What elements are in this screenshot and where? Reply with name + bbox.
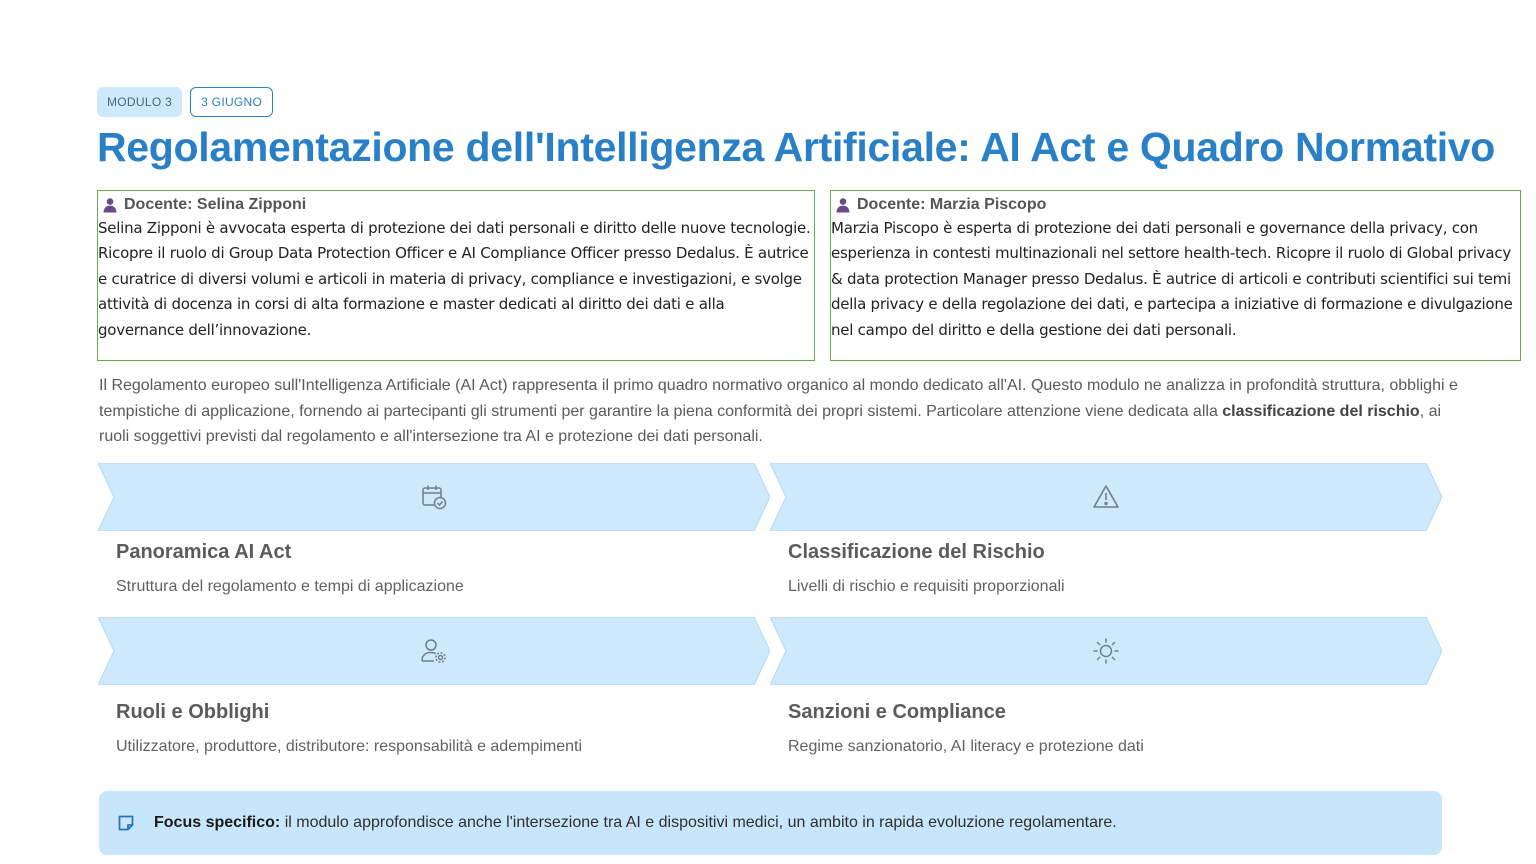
topic-banner xyxy=(98,463,770,531)
topic-title: Classificazione del Rischio xyxy=(788,541,1045,563)
sticky-note-icon xyxy=(117,814,135,832)
topic-title: Ruoli e Obblighi xyxy=(116,701,270,723)
topic-banner xyxy=(770,463,1442,531)
intro-highlight: classificazione del rischio xyxy=(1222,402,1420,420)
date-badge: 3 GIUGNO xyxy=(190,87,273,117)
user-gear-icon xyxy=(419,636,449,666)
topic-card-ai-act xyxy=(98,463,770,596)
topic-card-risk xyxy=(770,463,1442,596)
topic-card-sanctions xyxy=(770,617,1442,756)
teacher-heading: Docente: Selina Zipponi xyxy=(124,196,307,213)
focus-callout xyxy=(99,791,1442,855)
topic-banner xyxy=(98,617,770,685)
intro-text-end: , ai ruoli soggettivi previsti dal regolamento e all'intersezione tra AI e protezione dei dati personali. xyxy=(99,402,1442,445)
page-title: Regolamentazione dell'Intelligenza Artificiale: AI Act e Quadro Normativo xyxy=(97,124,1496,170)
topic-description: Livelli di rischio e requisiti proporzionali xyxy=(788,578,1065,595)
sun-icon xyxy=(1091,636,1121,666)
topic-description: Struttura del regolamento e tempi di applicazione xyxy=(116,578,464,595)
topic-banner xyxy=(770,617,1442,685)
topic-title: Panoramica AI Act xyxy=(116,541,292,563)
teacher-bio: Selina Zipponi è avvocata esperta di protezione dei dati personali e diritto delle nuove tecnologie. Ricopre il ruolo di Group Data Protection Officer e AI Compliance Officer presso Dedalus. È autrice e curatrice di diversi volumi e articoli in materia di privacy, compliance e investigazioni, e svolge attività di docenza in corsi di alta formazione e master dedicati al diritto dei dati e alla governance dell’innovazione. xyxy=(98,219,811,339)
module-badge: MODULO 3 xyxy=(97,87,182,117)
topic-description: Regime sanzionatorio, AI literacy e protezione dati xyxy=(788,738,1144,755)
intro-paragraph xyxy=(99,373,1459,450)
warning-triangle-icon xyxy=(1091,482,1121,512)
badge-group xyxy=(97,87,273,117)
intro-text: Il Regolamento europeo sull'Intelligenza Artificiale (AI Act) rappresenta il primo quadro normativo organico al mondo dedicato all'AI. Questo modulo ne analizza in profondità struttura, obblighi e tempistiche di applicazione, fornendo ai partecipanti gli strumenti per garantire la piena conformità dei propri sistemi. Particolare attenzione viene dedicata alla xyxy=(99,377,1458,420)
focus-text xyxy=(154,814,1117,832)
person-icon xyxy=(102,197,118,213)
teacher-heading-row xyxy=(831,191,1520,216)
teacher-heading-row xyxy=(98,191,814,216)
teacher-card-2 xyxy=(830,190,1521,361)
topic-card-roles xyxy=(98,617,770,756)
topic-title: Sanzioni e Compliance xyxy=(788,701,1006,723)
person-icon xyxy=(835,197,851,213)
calendar-check-icon xyxy=(419,482,449,512)
teacher-bio: Marzia Piscopo è esperta di protezione dei dati personali e governance della privacy, con esperienza in contesti multinazionali nel settore health-tech. Ricopre il ruolo di Global privacy & data protection Manager presso Dedalus. È autrice di articoli e contributi scientifici sui temi della privacy e della regolazione dei dati, e partecipa a iniziative di formazione e divulgazione nel campo del diritto e della gestione dei dati personali. xyxy=(831,219,1513,339)
topic-description: Utilizzatore, produttore, distributore: responsabilità e adempimenti xyxy=(116,738,583,755)
focus-body: il modulo approfondisce anche l'intersezione tra AI e dispositivi medici, un ambito in rapida evoluzione regolamentare. xyxy=(280,814,1117,831)
teacher-card-1 xyxy=(97,190,815,361)
focus-label: Focus specifico: xyxy=(154,814,281,831)
teacher-heading: Docente: Marzia Piscopo xyxy=(857,196,1047,213)
